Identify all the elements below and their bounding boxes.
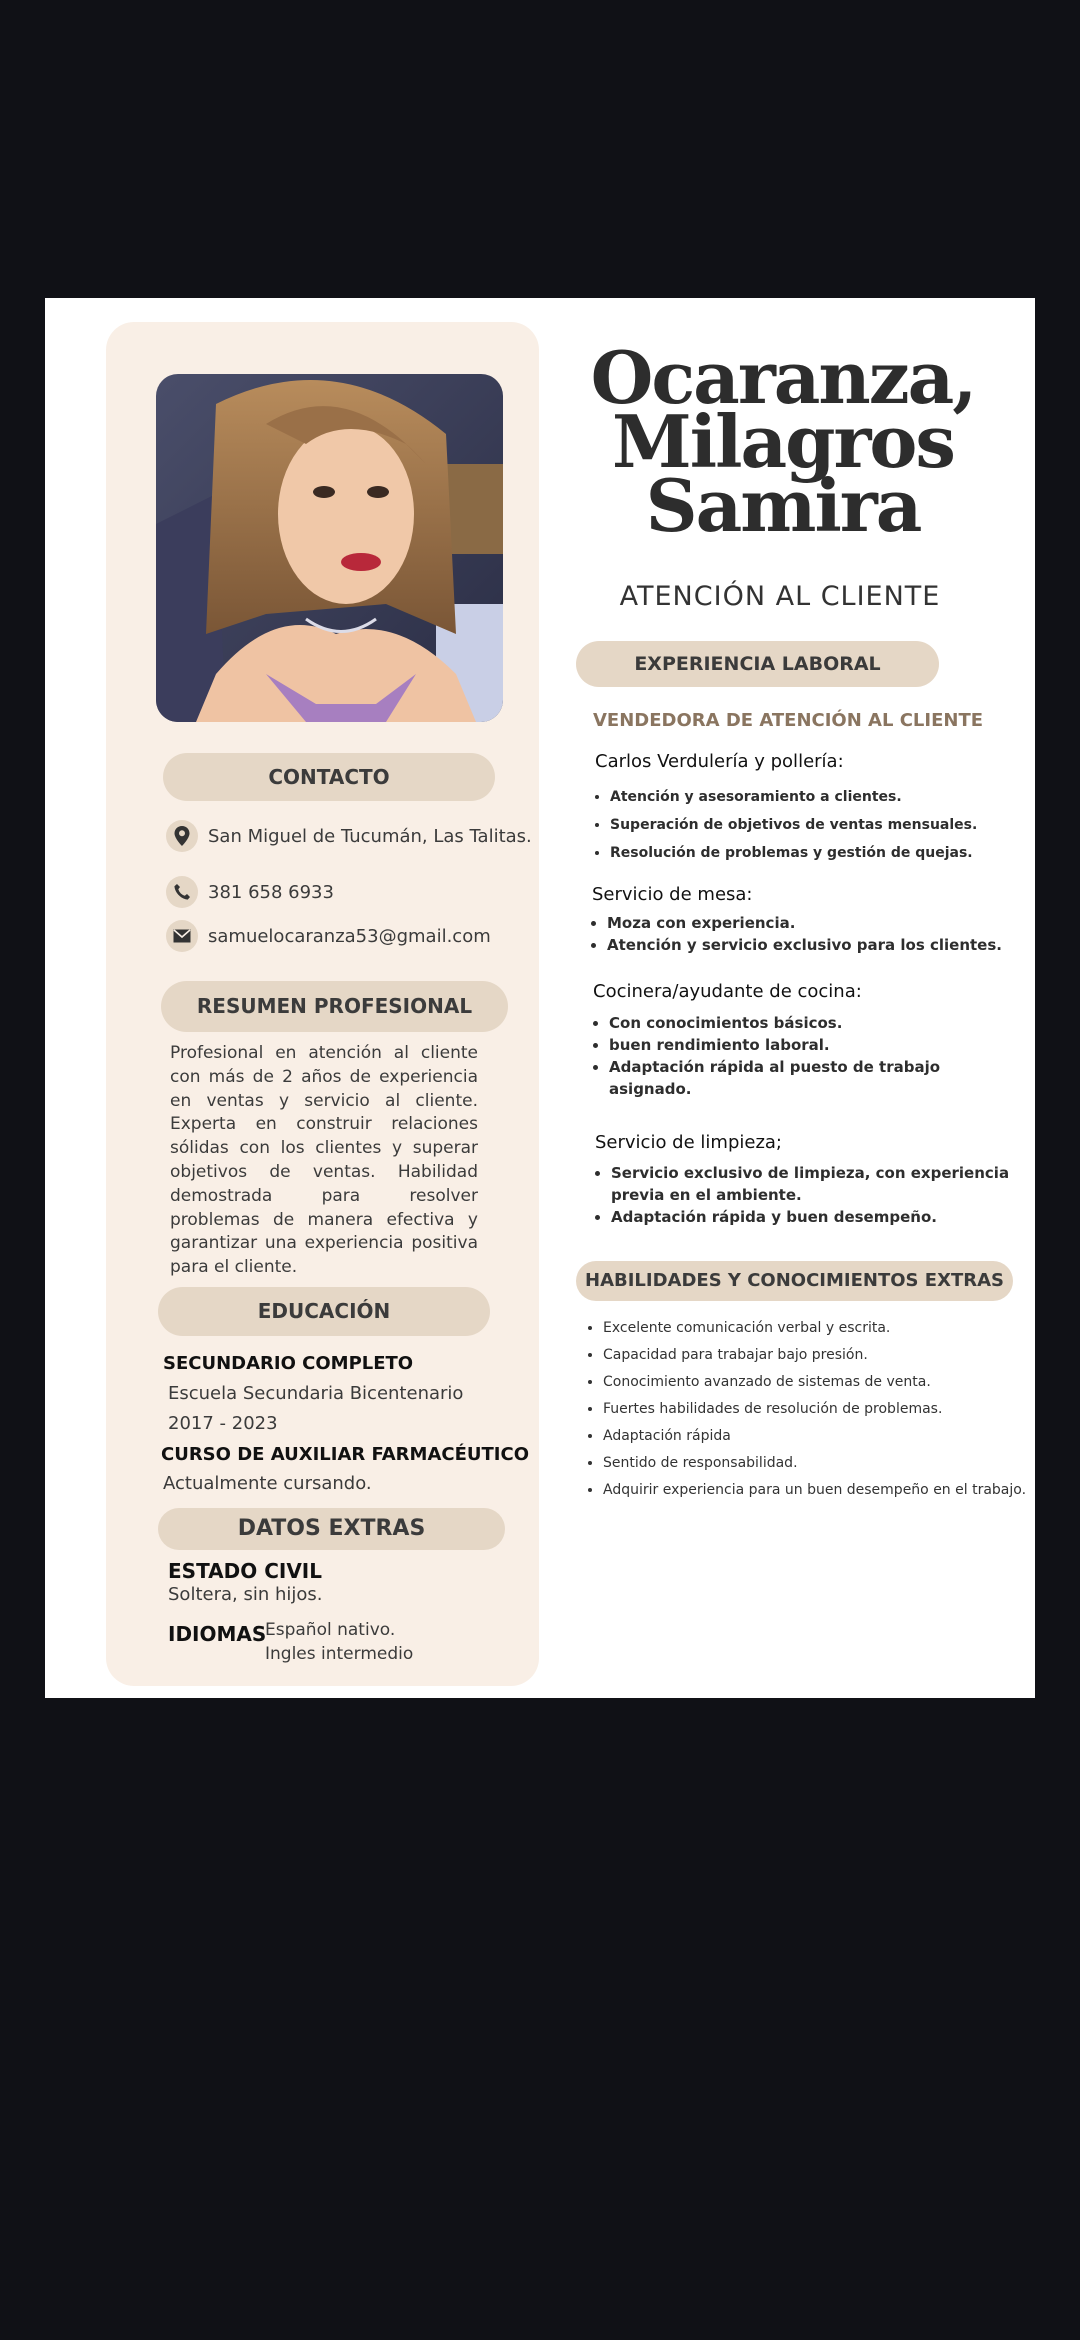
summary-heading: RESUMEN PROFESIONAL — [161, 981, 508, 1032]
candidate-name: Ocaranza, Milagros Samira — [590, 335, 976, 548]
job-list-2 — [591, 912, 1002, 956]
list-item: • buen rendimiento laboral. — [609, 1034, 940, 1056]
profile-photo — [156, 374, 503, 722]
mail-icon — [166, 920, 198, 952]
education-school-1: Escuela Secundaria Bicentenario — [168, 1383, 464, 1404]
list-item: • Adaptación rápida y buen desempeño. — [611, 1206, 1009, 1228]
phone-icon — [166, 876, 198, 908]
language-2: Ingles intermedio — [265, 1644, 414, 1664]
list-item: • Atención y servicio exclusivo para los clientes. — [607, 934, 1002, 956]
list-item: • Fuertes habilidades de resolución de problemas. — [603, 1396, 1026, 1423]
location-pin-icon — [166, 820, 198, 852]
education-degree-1: SECUNDARIO COMPLETO — [163, 1353, 414, 1374]
contact-address: San Miguel de Tucumán, Las Talitas. — [166, 820, 532, 852]
job-place-3: Cocinera/ayudante de cocina: — [593, 981, 862, 1002]
list-item: • Adaptación rápida — [603, 1423, 1026, 1450]
job-place-4: Servicio de limpieza; — [595, 1132, 782, 1153]
contact-heading: CONTACTO — [163, 753, 495, 801]
list-item: • Adaptación rápida al puesto de trabajo — [609, 1056, 940, 1078]
education-years-1: 2017 - 2023 — [168, 1413, 278, 1434]
job-list-3 — [593, 1012, 940, 1100]
job-place-2: Servicio de mesa: — [592, 884, 753, 905]
job-list-4 — [595, 1162, 1009, 1228]
experience-title: VENDEDORA DE ATENCIÓN AL CLIENTE — [593, 710, 984, 731]
civil-status-value: Soltera, sin hijos. — [168, 1584, 323, 1605]
list-item: previa en el ambiente. — [611, 1186, 802, 1204]
education-degree-2: CURSO DE AUXILIAR FARMACÉUTICO — [161, 1444, 529, 1465]
languages-label: IDIOMAS — [168, 1622, 267, 1646]
list-item: • Adquirir experiencia para un buen desempeño en el trabajo. — [603, 1477, 1026, 1504]
civil-status-label: ESTADO CIVIL — [168, 1559, 322, 1583]
extras-heading: DATOS EXTRAS — [158, 1508, 505, 1550]
left-column — [106, 322, 539, 1686]
list-item: • Sentido de responsabilidad. — [603, 1450, 1026, 1477]
list-item: • Moza con experiencia. — [607, 912, 1002, 934]
contact-email: samuelocaranza53@gmail.com — [166, 920, 491, 952]
experience-heading: EXPERIENCIA LABORAL — [576, 641, 939, 687]
resume-page — [45, 298, 1035, 1698]
skills-heading: HABILIDADES Y CONOCIMIENTOS EXTRAS — [576, 1261, 1013, 1301]
language-1: Español nativo. — [265, 1620, 396, 1640]
job-place-1: Carlos Verdulería y pollería: — [595, 751, 844, 772]
list-item: • Capacidad para trabajar bajo presión. — [603, 1342, 1026, 1369]
list-item: • Conocimiento avanzado de sistemas de venta. — [603, 1369, 1026, 1396]
job-role: ATENCIÓN AL CLIENTE — [619, 581, 941, 612]
list-item: • Con conocimientos básicos. — [609, 1012, 940, 1034]
skills-list — [587, 1315, 1026, 1504]
list-item: asignado. — [609, 1080, 692, 1098]
education-heading: EDUCACIÓN — [158, 1287, 490, 1336]
list-item: • Excelente comunicación verbal y escrita. — [603, 1315, 1026, 1342]
job-list-1 — [594, 783, 977, 867]
list-item: • Resolución de problemas y gestión de quejas. — [610, 839, 977, 867]
contact-phone: 381 658 6933 — [166, 876, 334, 908]
list-item: • Servicio exclusivo de limpieza, con experiencia — [611, 1162, 1009, 1184]
summary-text: Profesional en atención al cliente con más de 2 años de experiencia en ventas y servicio al cliente. Experta en construir relaciones sólidas con los clientes y superar objetivos de ventas. Habilidad demostrada para resolver problemas de manera efectiva y garantizar una experiencia positiva para el cliente. — [170, 1043, 478, 1278]
list-item: • Superación de objetivos de ventas mensuales. — [610, 811, 977, 839]
education-status-2: Actualmente cursando. — [163, 1473, 372, 1494]
list-item: • Atención y asesoramiento a clientes. — [610, 783, 977, 811]
